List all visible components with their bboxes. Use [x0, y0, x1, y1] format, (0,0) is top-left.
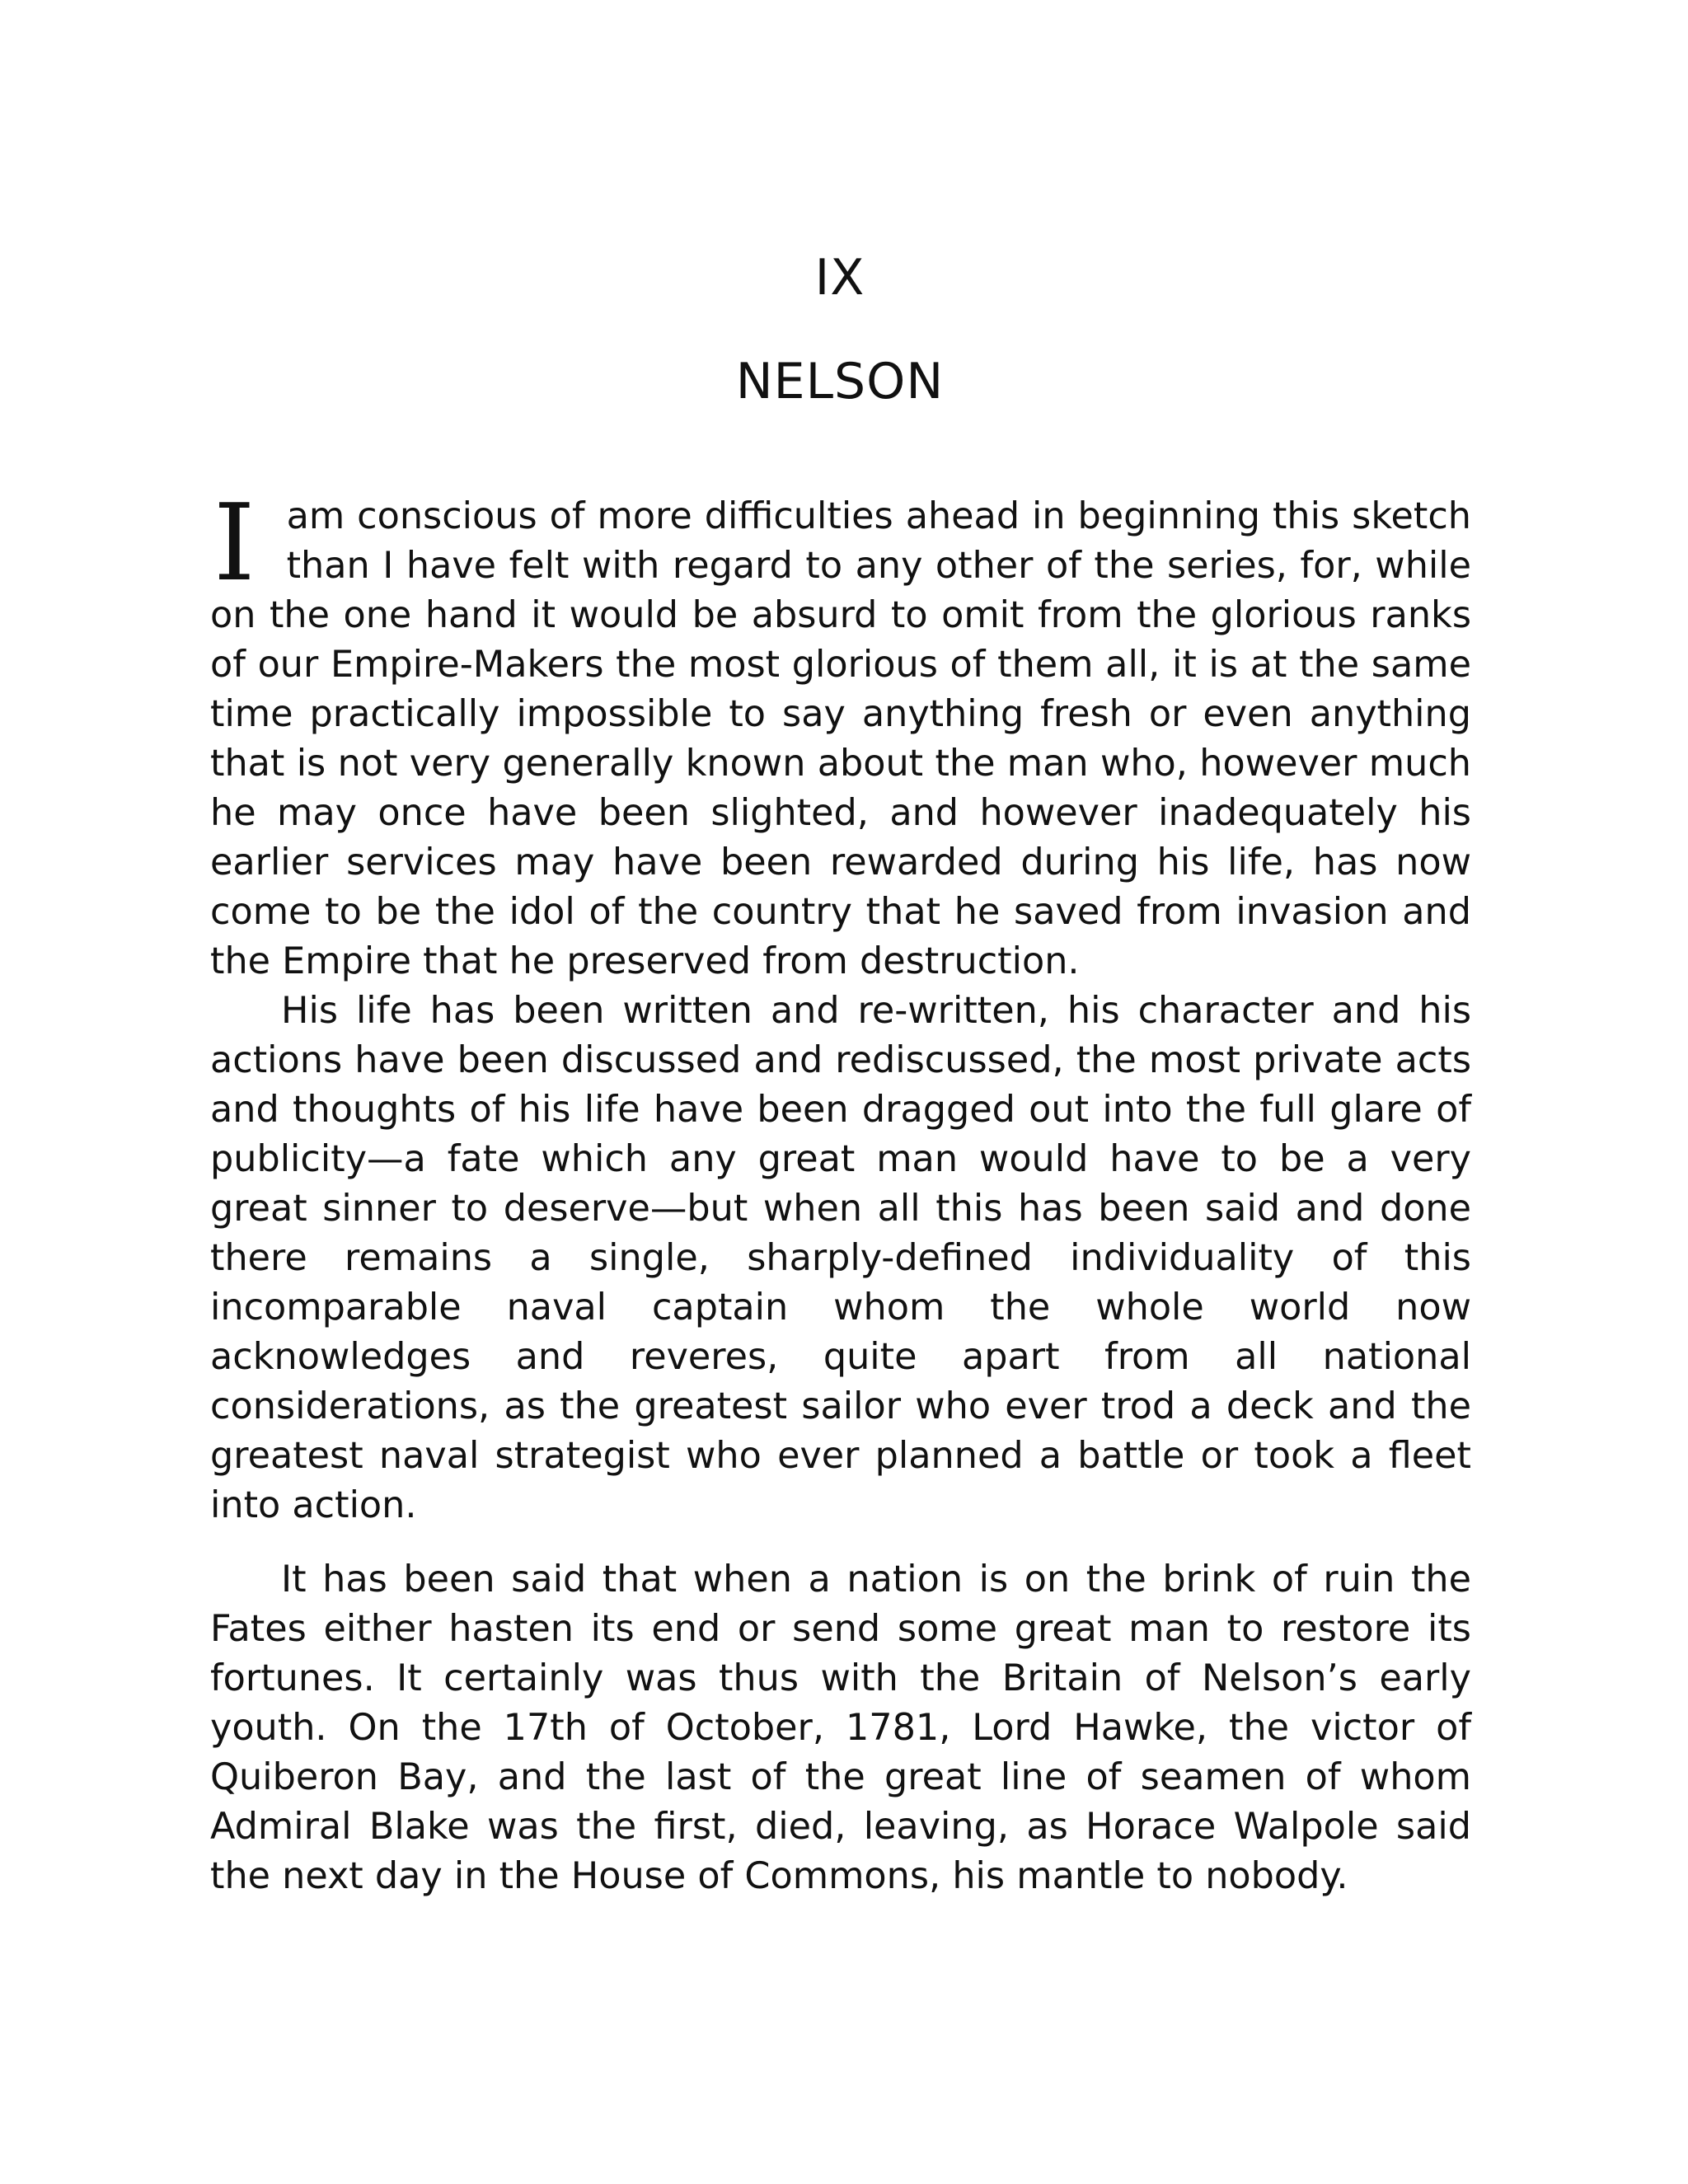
chapter-number: IX: [814, 249, 865, 307]
paragraph-3: It has been said that when a nation is on the brink of ruin the Fates either hasten its end or send some great man to restore its fortunes. It certainly was thus with the Britain of Nelson’s early youth. On the 17th of October, 1781, Lord Hawke, the victor of Quiberon Bay, and the last of the great line of seamen of whom Admiral Blake was the first, died, leaving, as Horace Walpole said the next day in the House of Commons, his mantle to nobody.: [210, 1558, 1471, 1897]
paragraph-1: [210, 482, 1471, 987]
paragraph-2: His life has been written and re-written, his character and his actions have been discussed and rediscussed, the most private acts and thoughts of his life have been dragged out into the full glare of publicity—a fate which any great man would have to be a very great sinner to deserve—but when all this has been said and done there remains a single, sharply-defined individuality of this incomparable naval captain whom the whole world now acknowledges and reveres, quite apart from all national considerations, as the greatest sailor who ever trod a deck and the greatest naval strategist who ever planned a battle or took a fleet into action.: [210, 990, 1471, 1526]
paragraph-1-text: am conscious of more difficulties ahead in beginning this sketch than I have felt with regard to any other of the series, for, while on the one hand it would be absurd to omit from the glorious ranks of our Empire-Makers the most glorious of them all, it is at the same time practically impossible to say anything fresh or even anything that is not very generally known about the man who, however much he may once have been slighted, and however inadequately his earlier services may have been rewarded during his life, has now come to be the idol of the country that he saved from invasion and the Empire that he preserved from destruction.: [210, 495, 1471, 982]
chapter-title: NELSON: [735, 353, 945, 410]
drop-cap: I: [213, 482, 256, 605]
